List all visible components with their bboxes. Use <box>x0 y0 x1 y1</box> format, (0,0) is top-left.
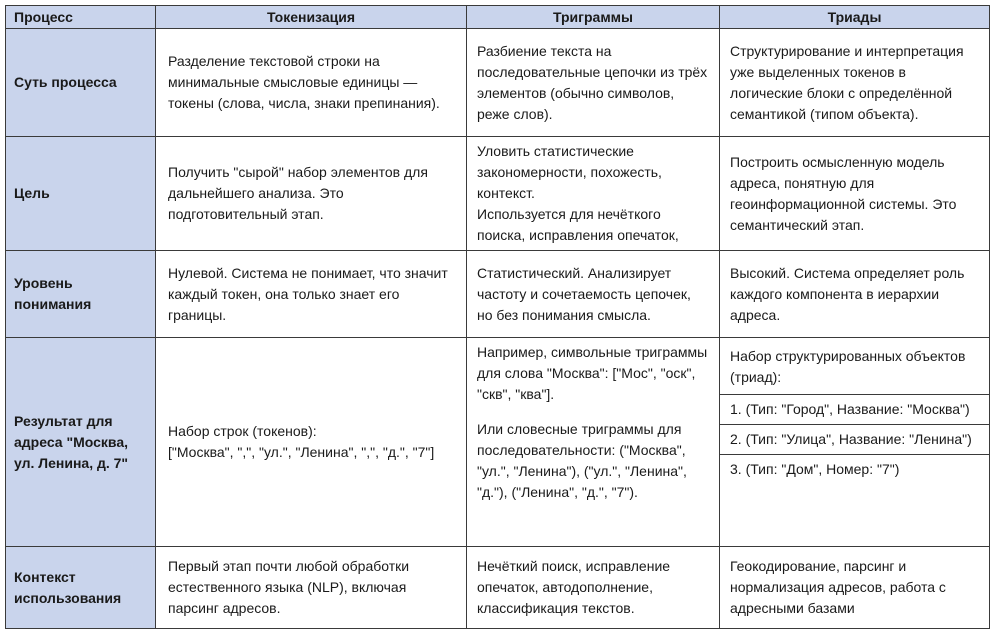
header-tokenization: Токенизация <box>156 6 467 29</box>
understanding-tokenization: Нулевой. Система не понимает, что значит каждый токен, она только знает его границы. <box>156 251 467 338</box>
context-triads: Геокодирование, парсинг и нормализация адресов, работа с адресными базами <box>720 547 990 629</box>
result-trigrams-char: Например, символьные триграммы для слова "Москва": ["Мос", "оск", "скв", "ква"]. <box>477 344 708 402</box>
row-result <box>6 338 990 547</box>
result-triad-item-street: 2. (Тип: "Улица", Название: "Ленина") <box>720 425 989 455</box>
header-process: Процесс <box>6 6 156 29</box>
comparison-table-wrapper <box>5 5 989 629</box>
essence-tokenization: Разделение текстовой строки на минимальные смысловые единицы — токены (слова, числа, знаки препинания). <box>156 29 467 137</box>
goal-triads: Построить осмысленную модель адреса, понятную для геоинформационной системы. Это семантический этап. <box>720 137 990 251</box>
essence-triads: Структурирование и интерпретация уже выделенных токенов в логические блоки с определённой семантикой (типом объекта). <box>720 29 990 137</box>
row-label-essence: Суть процесса <box>6 29 156 137</box>
row-label-understanding: Уровень понимания <box>6 251 156 338</box>
header-row <box>6 6 990 29</box>
goal-tokenization: Получить "сырой" набор элементов для дальнейшего анализа. Это подготовительный этап. <box>156 137 467 251</box>
result-trigrams-word: Или словесные триграммы для последовательности: ("Москва", "ул.", "Ленина"), ("ул.", "Ленина", "д."), ("Ленина", "д.", "7"). <box>477 421 687 500</box>
comparison-table <box>5 5 990 629</box>
result-triads <box>720 338 990 547</box>
header-trigrams: Триграммы <box>467 6 720 29</box>
row-label-result: Результат для адреса "Москва, ул. Ленина, д. 7" <box>6 338 156 547</box>
result-triads-intro: Набор структурированных объектов (триад): <box>720 338 989 395</box>
row-essence <box>6 29 990 137</box>
row-label-context: Контекст использования <box>6 547 156 629</box>
result-triad-item-house: 3. (Тип: "Дом", Номер: "7") <box>730 461 900 477</box>
essence-trigrams: Разбиение текста на последовательные цепочки из трёх элементов (обычно символов, реже слов). <box>467 29 720 137</box>
understanding-triads: Высокий. Система определяет роль каждого компонента в иерархии адреса. <box>720 251 990 338</box>
result-trigrams <box>467 338 720 547</box>
context-tokenization: Первый этап почти любой обработки естественного языка (NLP), включая парсинг адресов. <box>156 547 467 629</box>
header-triads: Триады <box>720 6 990 29</box>
row-context <box>6 547 990 629</box>
understanding-trigrams: Статистический. Анализирует частоту и сочетаемость цепочек, но без понимания смысла. <box>467 251 720 338</box>
context-trigrams: Нечёткий поиск, исправление опечаток, автодополнение, классификация текстов. <box>467 547 720 629</box>
result-tokenization: Набор строк (токенов): ["Москва", ",", "ул.", "Ленина", ",", "д.", "7"] <box>156 338 467 547</box>
row-label-goal: Цель <box>6 137 156 251</box>
row-goal <box>6 137 990 251</box>
goal-trigrams: Уловить статистические закономерности, похожесть, контекст. Используется для нечёткого поиска, исправления опечаток, <box>467 137 720 251</box>
result-triad-item-city: 1. (Тип: "Город", Название: "Москва") <box>720 395 989 425</box>
row-understanding <box>6 251 990 338</box>
